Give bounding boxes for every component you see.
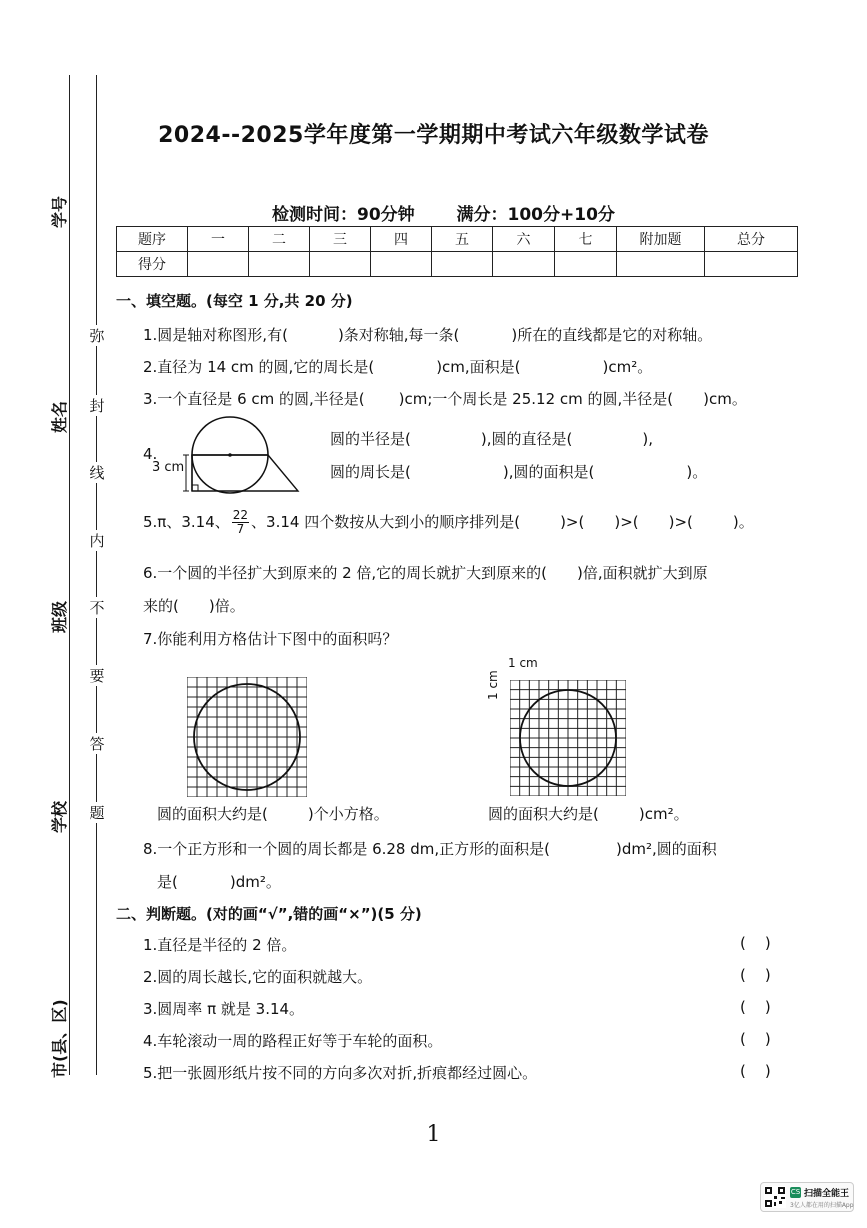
question-8-line2 [157, 871, 281, 892]
q7-left-b: )个小方格。 [307, 805, 389, 823]
judge-answer-paren[interactable]: ( ) [740, 1030, 771, 1048]
score-header-cell: 附加题 [617, 227, 705, 252]
seal-char: 内 [89, 532, 105, 550]
q7-right-a: 圆的面积大约是( [488, 805, 599, 823]
score-cell[interactable] [188, 252, 249, 277]
score-header-cell: 五 [432, 227, 493, 252]
question-1 [143, 324, 712, 345]
question-7: 7.你能利用方格估计下图中的面积吗？ [143, 630, 398, 648]
q5-fraction [232, 509, 249, 536]
question-6-line1 [143, 562, 708, 583]
seal-char: 答 [89, 735, 105, 753]
score-header-cell: 六 [493, 227, 555, 252]
judge-item: 2.圆的周长越长,它的面积就越大。 [143, 968, 373, 986]
q5-text-c: )>( [560, 513, 585, 531]
score-cell[interactable] [432, 252, 493, 277]
q7-unit-horizontal: 1 cm [508, 656, 538, 670]
score-header-cell: 总分 [705, 227, 798, 252]
score-table [116, 226, 798, 277]
q6-text-d: )倍。 [208, 597, 245, 615]
exam-time: 检测时间：90分钟 [272, 205, 415, 225]
field-city-county: 市(县、区) [50, 999, 69, 1078]
q7-right-answer [488, 803, 689, 824]
judge-item: 3.圆周率 π 就是 3.14。 [143, 1000, 305, 1018]
question-8-line1 [143, 838, 717, 859]
score-header-cell: 题序 [117, 227, 188, 252]
scanner-logo-icon: CS [790, 1188, 801, 1196]
binding-line-inner [96, 75, 97, 1075]
score-cell[interactable] [617, 252, 705, 277]
q3-text-a: 3.一个直径是 6 cm 的圆,半径是( [143, 390, 365, 408]
question-6-line2 [143, 595, 245, 616]
question-2 [143, 356, 652, 377]
seal-char: 线 [89, 464, 105, 482]
q5-text-f: )。 [732, 513, 754, 531]
score-cell[interactable] [493, 252, 555, 277]
q6-text-a: 6.一个圆的半径扩大到原来的 2 倍,它的周长就扩大到原来的( [143, 564, 548, 582]
score-table-header-row [117, 227, 798, 252]
q5-text-b: 、3.14 四个数按从大到小的顺序排列是( [251, 513, 521, 531]
q8-text-a: 8.一个正方形和一个圆的周长都是 6.28 dm,正方形的面积是( [143, 840, 551, 858]
q5-text-e: )>( [668, 513, 693, 531]
qr-code-icon [764, 1186, 786, 1208]
seal-char: 要 [89, 667, 105, 685]
q4-l2-a: 圆的周长是( [330, 463, 411, 481]
q8-text-c: 是( [157, 873, 178, 891]
score-cell[interactable] [705, 252, 798, 277]
judge-item: 1.直径是半径的 2 倍。 [143, 936, 297, 954]
seal-char: 弥 [89, 327, 105, 345]
question-5 [143, 509, 754, 536]
judge-item: 5.把一张圆形纸片按不同的方向多次对折,折痕都经过圆心。 [143, 1064, 538, 1082]
q5-fraction-denominator: 7 [236, 522, 245, 536]
field-class: 班级 [50, 600, 69, 633]
q4-l2-c: )。 [686, 463, 708, 481]
field-name: 姓名 [50, 400, 69, 433]
section2-heading: 二、判断题。(对的画“√”,错的画“×”)(5 分) [116, 905, 422, 923]
q4-right-angle-mark [192, 485, 198, 491]
q1-text-c: )所在的直线都是它的对称轴。 [511, 326, 713, 344]
score-header-cell: 二 [249, 227, 310, 252]
field-school: 学校 [50, 800, 69, 833]
q8-text-b: )dm²,圆的面积 [616, 840, 717, 858]
score-row-label: 得分 [117, 252, 188, 277]
page-number: 1 [426, 1122, 441, 1147]
score-cell[interactable] [310, 252, 371, 277]
binding-line-outer [69, 75, 70, 1075]
scanner-name: 扫描全能王 [804, 1189, 850, 1199]
q8-text-d: )dm²。 [229, 873, 281, 891]
exam-info [272, 200, 615, 225]
score-header-cell: 一 [188, 227, 249, 252]
judge-answer-paren[interactable]: ( ) [740, 966, 771, 984]
q5-text-a: 5.π、3.14、 [143, 513, 230, 531]
question-3 [143, 388, 747, 409]
scanner-subtitle: 3亿人都在用的扫描App [790, 1202, 854, 1209]
q5-fraction-numerator: 22 [232, 508, 249, 522]
q7-left-grid-figure [187, 677, 307, 797]
q4-l2-b: ),圆的面积是( [502, 463, 595, 481]
q7-unit-vertical: 1 cm [486, 670, 500, 700]
q7-left-a: 圆的面积大约是( [157, 805, 268, 823]
q3-text-c: )cm。 [703, 390, 747, 408]
q7-right-b: )cm²。 [638, 805, 689, 823]
q4-l1-c: ), [642, 430, 653, 448]
question-4-line2 [330, 461, 707, 482]
q2-text-b: )cm,面积是( [436, 358, 521, 376]
q7-left-answer [157, 803, 389, 824]
q5-text-d: )>( [614, 513, 639, 531]
judge-item: 4.车轮滚动一周的路程正好等于车轮的面积。 [143, 1032, 443, 1050]
question-4-number: 4. [143, 445, 158, 463]
seal-char: 不 [89, 599, 105, 617]
q1-text-b: )条对称轴,每一条( [337, 326, 460, 344]
q4-l1-a: 圆的半径是( [330, 430, 411, 448]
q6-text-b: )倍,面积就扩大到原 [577, 564, 708, 582]
judge-answer-paren[interactable]: ( ) [740, 998, 771, 1016]
section1-heading: 一、填空题。(每空 1 分,共 20 分) [116, 292, 353, 310]
question-4-line1 [330, 428, 653, 449]
q4-circle-figure [150, 415, 300, 495]
score-cell[interactable] [555, 252, 617, 277]
exam-full-score: 满分：100分+10分 [456, 205, 615, 225]
exam-title: 2024--2025学年度第一学期期中考试六年级数学试卷 [158, 123, 709, 148]
field-student-number: 学号 [50, 195, 69, 228]
judge-answer-paren[interactable]: ( ) [740, 934, 771, 952]
q2-text-c: )cm²。 [602, 358, 653, 376]
scanner-badge [760, 1182, 854, 1212]
score-header-cell: 七 [555, 227, 617, 252]
q6-text-c: 来的( [143, 597, 179, 615]
q7-right-grid-figure [510, 680, 626, 796]
score-table-score-row [117, 252, 798, 277]
q1-text-a: 1.圆是轴对称图形,有( [143, 326, 288, 344]
judge-answer-paren[interactable]: ( ) [740, 1062, 771, 1080]
seal-char: 封 [89, 397, 105, 415]
score-header-cell: 三 [310, 227, 371, 252]
q4-l1-b: ),圆的直径是( [480, 430, 573, 448]
score-cell[interactable] [371, 252, 432, 277]
seal-char: 题 [89, 804, 105, 822]
q4-dimension-label: 3 cm [152, 460, 185, 475]
q3-text-b: )cm;一个周长是 25.12 cm 的圆,半径是( [398, 390, 674, 408]
q2-text-a: 2.直径为 14 cm 的圆,它的周长是( [143, 358, 375, 376]
score-cell[interactable] [249, 252, 310, 277]
score-header-cell: 四 [371, 227, 432, 252]
